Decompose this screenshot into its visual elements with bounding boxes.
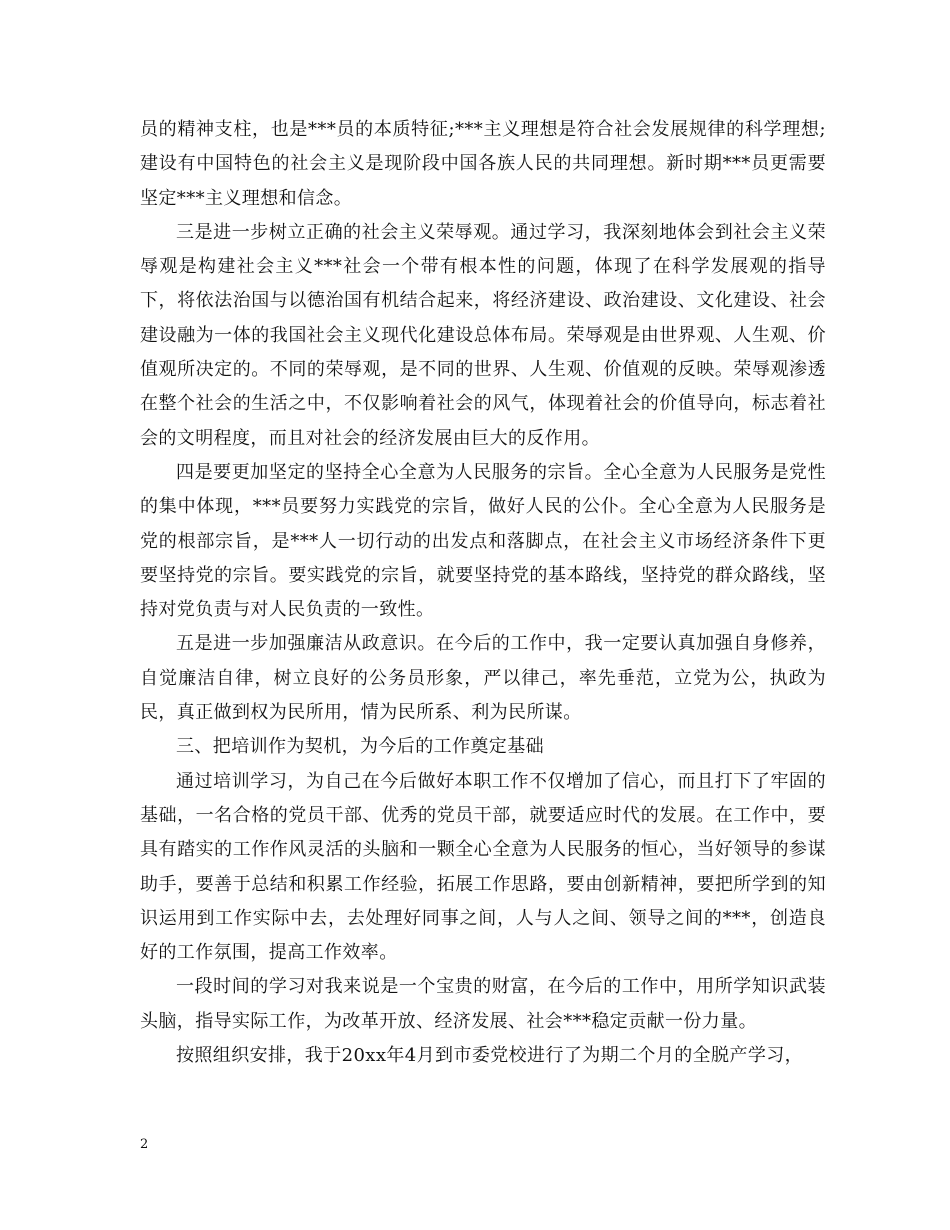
paragraph-continuation: 员的精神支柱，也是***员的本质特征;***主义理想是符合社会发展规律的科学理想;建设有中国特色的社会主义是现阶段中国各族人民的共同理想。新时期***员更需要坚定***主义理想和信念。 — [140, 119, 826, 209]
paragraph-integrity: 五是进一步加强廉洁从政意识。在今后的工作中，我一定要认真加强自身修养，自觉廉洁自律，树立良好的公务员形象，严以律己，率先垂范，立党为公，执政为民，真正做到权为民所用，情为民所系、利为民所谋。 — [140, 633, 826, 724]
paragraph-training-foundation: 通过培训学习，为自己在今后做好本职工作不仅增加了信心，而且打下了牢固的基础，一名合格的党员干部、优秀的党员干部，就要适应时代的发展。在工作中，要具有踏实的工作作风灵活的头脑和一颗全心全意为人民服务的恒心，当好领导的参谋助手，要善于总结和积累工作经验，拓展工作思路，要由创新精神，要把所学到的知识运用到工作实际中去，去处理好同事之间，人与人之间、领导之间的***，创造良好的工作氛围，提高工作效率。 — [140, 770, 826, 964]
paragraph-honor-view: 三是进一步树立正确的社会主义荣辱观。通过学习，我深刻地体会到社会主义荣辱观是构建社会主义***社会一个带有根本性的问题，体现了在科学发展观的指导下，将依法治国与以德治国有机结合起来，将经济建设、政治建设、文化建设、社会建设融为一体的我国社会主义现代化建设总体布局。荣辱观是由世界观、人生观、价值观所决定的。不同的荣辱观，是不同的世界、人生观、价值观的反映。荣辱观渗透在整个社会的生活之中，不仅影响着社会的风气，体现着社会的价值导向，标志着社会的文明程度，而且对社会的经济发展由巨大的反作用。 — [140, 221, 826, 449]
document-body — [140, 113, 826, 1073]
paragraph-study-value: 一段时间的学习对我来说是一个宝贵的财富，在今后的工作中，用所学知识武装头脑，指导实际工作，为改革开放、经济发展、社会***稳定贡献一份力量。 — [140, 976, 826, 1032]
paragraph-serve-people: 四是要更加坚定的坚持全心全意为人民服务的宗旨。全心全意为人民服务是党性的集中体现，***员要努力实践党的宗旨，做好人民的公仆。全心全意为人民服务是党的根部宗旨，是***人一切行动的出发点和落脚点，在社会主义市场经济条件下更要坚持党的宗旨。要实践党的宗旨，就要坚持党的基本路线，坚持党的群众路线，坚持对党负责与对人民负责的一致性。 — [140, 461, 826, 621]
paragraph-arrangement: 按照组织安排，我于20xx年4月到市委党校进行了为期二个月的全脱产学习， — [176, 1045, 804, 1067]
page-number: 2 — [140, 1137, 149, 1152]
section-heading-training: 三、把培训作为契机，为今后的工作奠定基础 — [176, 736, 544, 758]
